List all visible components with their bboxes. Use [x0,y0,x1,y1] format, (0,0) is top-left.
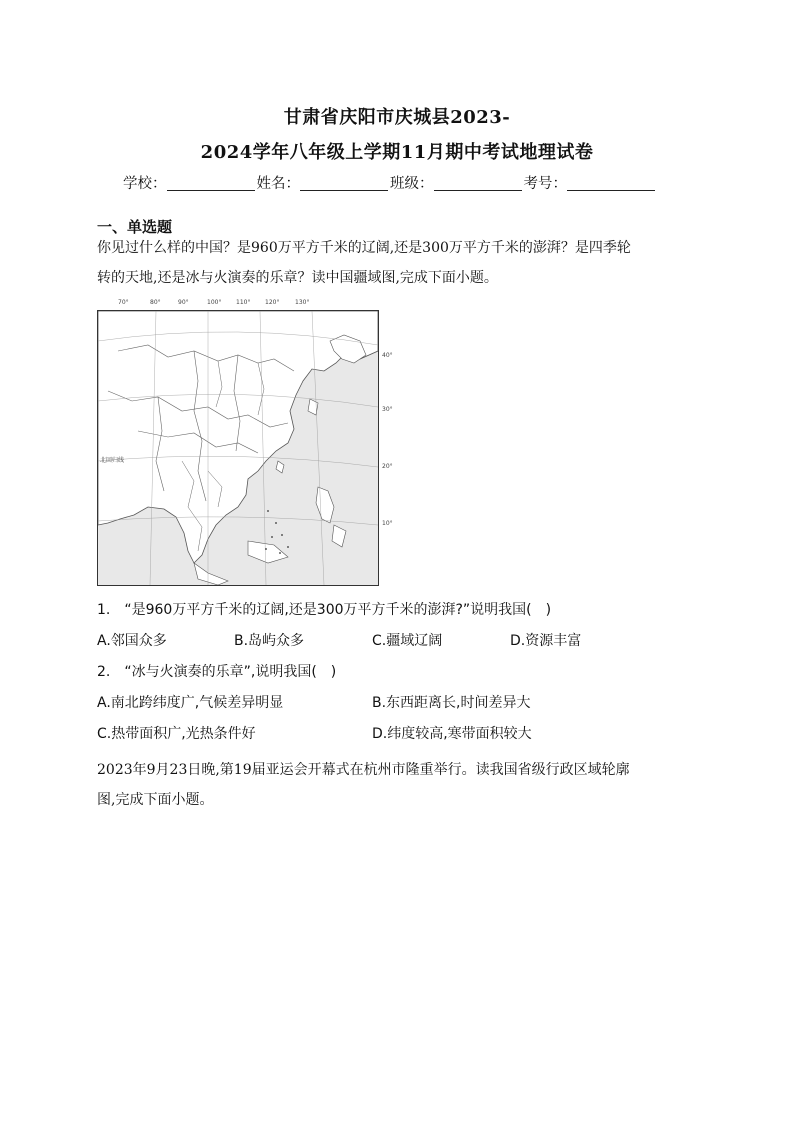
name-label: 姓名： [256,176,300,192]
question-1-option-a[interactable]: A.邻国众多 [97,633,167,649]
map-top-label: 90° [178,299,189,306]
question-2-stem: 2. “冰与火演奏的乐章”,说明我国( ) [97,664,337,680]
intro-2-line-2: 图,完成下面小题。 [97,792,214,808]
map-right-label: 10° [382,520,393,527]
class-label: 班级： [390,176,434,192]
map-top-label: 110° [236,299,251,306]
map-top-label: 120° [265,299,280,306]
question-2-option-b[interactable]: B.东西距离长,时间差异大 [372,695,531,711]
question-1-option-b[interactable]: B.岛屿众多 [234,633,305,649]
school-blank[interactable] [167,176,255,191]
question-2-option-a[interactable]: A.南北跨纬度广,气候差异明显 [97,695,284,711]
map-right-label: 20° [382,463,393,470]
map-top-label: 70° [118,299,129,306]
question-1-stem: 1. “是960万平方千米的辽阔,还是300万平方千米的澎湃?”说明我国( ) [97,602,552,618]
map-right-label: 40° [382,352,393,359]
school-label: 学校： [123,176,167,192]
intro-2-line-1: 2023年9月23日晚,第19届亚运会开幕式在杭州市隆重举行。读我国省级行政区域轮廓 [97,762,630,778]
map-top-label: 130° [295,299,310,306]
exam-title-line-1: 甘肃省庆阳市庆城县2023- [283,107,511,128]
name-blank[interactable] [300,176,388,191]
map-top-label: 80° [150,299,161,306]
intro-1-line-1: 你见过什么样的中国？是960万平方千米的辽阔,还是300万平方千米的澎湃？是四季轮 [97,240,631,256]
exam-title-line-2: 2024学年八年级上学期11月期中考试地理试卷 [200,142,594,163]
map-drawing [98,311,378,585]
map-right-label: 30° [382,406,393,413]
intro-1-line-2: 转的天地,还是冰与火演奏的乐章？读中国疆域图,完成下面小题。 [97,270,498,286]
section-title: 一、单选题 [97,218,173,236]
question-2-option-d[interactable]: D.纬度较高,寒带面积较大 [372,726,532,742]
student-info-row [123,172,657,193]
intro-paragraph-2 [97,755,697,815]
map-side-label: 北回归线 [100,457,125,464]
question-1-option-c[interactable]: C.疆域辽阔 [372,633,443,649]
map-top-label: 100° [207,299,222,306]
intro-paragraph-1 [97,233,697,293]
china-territory-map [97,310,379,586]
question-1-option-d[interactable]: D.资源丰富 [510,633,582,649]
exam-no-label: 考号： [523,176,567,192]
exam-no-blank[interactable] [567,176,655,191]
question-2-option-c[interactable]: C.热带面积广,光热条件好 [97,726,256,742]
class-blank[interactable] [434,176,522,191]
